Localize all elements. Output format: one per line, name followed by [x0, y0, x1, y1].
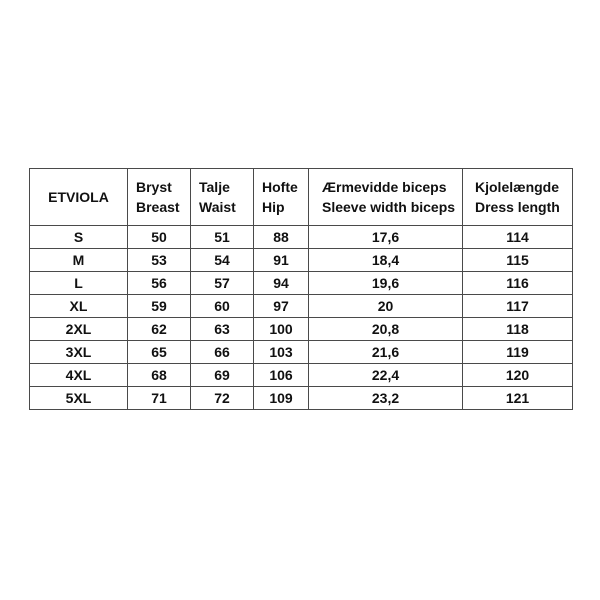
breast-cell: 62: [128, 318, 191, 341]
table-row: [30, 249, 573, 272]
brand-header: ETVIOLA: [30, 169, 128, 226]
size-cell: M: [30, 249, 128, 272]
breast-cell: 53: [128, 249, 191, 272]
waist-cell: 51: [191, 226, 254, 249]
size-cell: S: [30, 226, 128, 249]
table-row: [30, 318, 573, 341]
sleeve-cell: 17,6: [309, 226, 463, 249]
header-row: [30, 169, 573, 226]
hip-cell: 109: [254, 387, 309, 410]
dress-length-cell: 116: [463, 272, 573, 295]
header-sleeve: [309, 169, 463, 226]
dress-length-cell: 119: [463, 341, 573, 364]
sleeve-cell: 20: [309, 295, 463, 318]
hip-cell: 100: [254, 318, 309, 341]
table-row: [30, 364, 573, 387]
waist-cell: 66: [191, 341, 254, 364]
header-dress-length-line1: Kjolelængde: [475, 179, 560, 195]
size-cell: 5XL: [30, 387, 128, 410]
breast-cell: 65: [128, 341, 191, 364]
dress-length-cell: 121: [463, 387, 573, 410]
size-cell: L: [30, 272, 128, 295]
breast-cell: 56: [128, 272, 191, 295]
hip-cell: 97: [254, 295, 309, 318]
hip-cell: 103: [254, 341, 309, 364]
header-hip-line1: Hofte: [262, 179, 298, 195]
size-cell: 3XL: [30, 341, 128, 364]
size-cell: 2XL: [30, 318, 128, 341]
breast-cell: 59: [128, 295, 191, 318]
waist-cell: 63: [191, 318, 254, 341]
table-row: [30, 295, 573, 318]
header-breast-line2: Breast: [136, 199, 180, 215]
header-dress-length: [463, 169, 573, 226]
header-hip: [254, 169, 309, 226]
hip-cell: 106: [254, 364, 309, 387]
dress-length-cell: 120: [463, 364, 573, 387]
dress-length-cell: 114: [463, 226, 573, 249]
header-hip-line2: Hip: [262, 199, 285, 215]
size-cell: XL: [30, 295, 128, 318]
table-row: [30, 226, 573, 249]
breast-cell: 71: [128, 387, 191, 410]
dress-length-cell: 118: [463, 318, 573, 341]
sleeve-cell: 21,6: [309, 341, 463, 364]
hip-cell: 94: [254, 272, 309, 295]
table-row: [30, 341, 573, 364]
sleeve-cell: 22,4: [309, 364, 463, 387]
hip-cell: 88: [254, 226, 309, 249]
dress-length-cell: 115: [463, 249, 573, 272]
header-sleeve-line2: Sleeve width biceps: [322, 199, 456, 215]
sleeve-cell: 23,2: [309, 387, 463, 410]
header-dress-length-line2: Dress length: [475, 199, 560, 215]
header-sleeve-line1: Ærmevidde biceps: [322, 179, 447, 195]
waist-cell: 54: [191, 249, 254, 272]
header-waist-line2: Waist: [199, 199, 236, 215]
sleeve-cell: 19,6: [309, 272, 463, 295]
sleeve-cell: 20,8: [309, 318, 463, 341]
dress-length-cell: 117: [463, 295, 573, 318]
size-cell: 4XL: [30, 364, 128, 387]
waist-cell: 60: [191, 295, 254, 318]
size-chart-table: [29, 168, 573, 410]
header-breast-line1: Bryst: [136, 179, 172, 195]
header-waist: [191, 169, 254, 226]
table-row: [30, 387, 573, 410]
hip-cell: 91: [254, 249, 309, 272]
waist-cell: 72: [191, 387, 254, 410]
size-chart-header: [30, 169, 573, 226]
waist-cell: 69: [191, 364, 254, 387]
table-row: [30, 272, 573, 295]
header-breast: [128, 169, 191, 226]
waist-cell: 57: [191, 272, 254, 295]
breast-cell: 68: [128, 364, 191, 387]
sleeve-cell: 18,4: [309, 249, 463, 272]
size-chart-body: [30, 226, 573, 410]
header-waist-line1: Talje: [199, 179, 230, 195]
breast-cell: 50: [128, 226, 191, 249]
